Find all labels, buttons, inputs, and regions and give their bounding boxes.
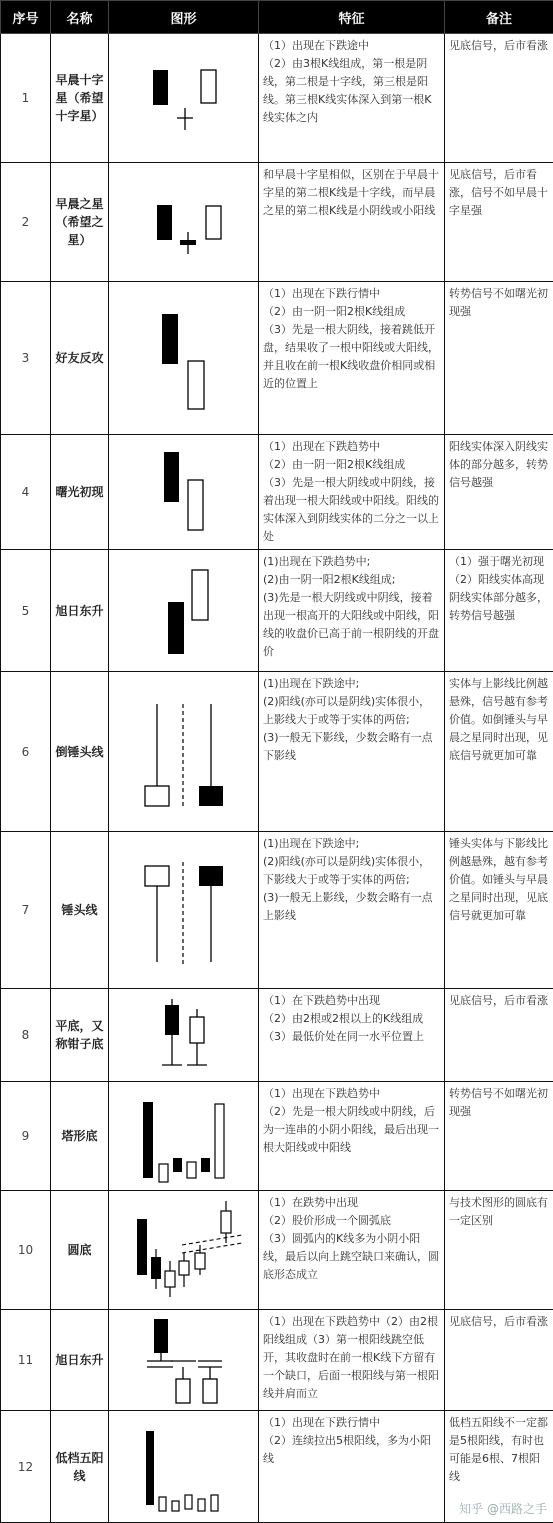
row-number: 4: [1, 435, 51, 550]
table-row: [1, 832, 553, 989]
pattern-note: 见底信号，后市看涨，信号不如早晨十字星强: [445, 163, 553, 282]
candlestick-diagram: [124, 692, 244, 812]
pattern-name: 圆底: [51, 1191, 109, 1310]
pattern-figure: [109, 34, 259, 163]
candlestick-diagram: [124, 48, 244, 148]
pattern-feature: （1）出现在下跌行情中 （2）由一阴一阳2根K线组成 （3）先是一根大阴线，接着跳低开盘，结果收了一根中阳线或大阳线，并且收在前一根K线收盘价相同或相近的位置上: [259, 282, 445, 435]
pattern-note: 低档五阳线不一定都是5根阳线，有时也可能是6根、7根阳线 知乎 @西路之手: [445, 1411, 553, 1523]
row-number: 6: [1, 672, 51, 832]
table-row: [1, 435, 553, 550]
pattern-note: 锤头实体与下影线比例越悬殊，越有参考价值。如锤头与早晨之星同时出现，见底信号就更加可靠: [445, 832, 553, 989]
pattern-feature: (1)出现在下跌途中; (2)阳线(亦可以是阴线)实体很小，下影线大于或等于实体的两倍; (3)一般无上影线，少数会略有一点上影线: [259, 832, 445, 989]
pattern-figure: [109, 163, 259, 282]
pattern-name: 塔形底: [51, 1082, 109, 1191]
pattern-figure: [109, 989, 259, 1082]
pattern-name: 好友反攻: [51, 282, 109, 435]
pattern-figure: [109, 672, 259, 832]
pattern-note: 见底信号，后市看涨: [445, 1310, 553, 1411]
pattern-note: 转势信号不如曙光初现强: [445, 282, 553, 435]
pattern-note: 见底信号，后市看涨: [445, 989, 553, 1082]
table-row: [1, 1191, 553, 1310]
candlestick-diagram: [124, 1313, 244, 1407]
pattern-name: 低档五阳线: [51, 1411, 109, 1523]
pattern-figure: [109, 550, 259, 672]
pattern-name: 倒锤头线: [51, 672, 109, 832]
header-figure: 图形: [109, 1, 259, 34]
candlestick-diagram: [124, 172, 244, 272]
pattern-name: 锤头线: [51, 832, 109, 989]
table-row: [1, 282, 553, 435]
candlestick-diagram: [124, 993, 244, 1077]
pattern-note: 见底信号，后市看涨: [445, 34, 553, 163]
pattern-note: 实体与上影线比例越悬殊，信号越有参考价值。如倒锤头与早晨之星同时出现，见底信号就更加可靠: [445, 672, 553, 832]
pattern-name: 平底，又称钳子底: [51, 989, 109, 1082]
pattern-note: 转势信号不如曙光初现强: [445, 1082, 553, 1191]
pattern-feature: （1）出现在下跌行情中 （2）连续拉出5根阳线，多为小阳线: [259, 1411, 445, 1523]
pattern-note: （1）强于曙光初现（2）阳线实体高现阴线实体部分越多，转势信号越强: [445, 550, 553, 672]
table-row: [1, 550, 553, 672]
row-number: 11: [1, 1310, 51, 1411]
pattern-name: 早晨之星（希望之星）: [51, 163, 109, 282]
candlestick-diagram: [124, 298, 244, 418]
pattern-feature: （1）出现在下跌趋势中 （2）由一阴一阳2根K线组成 （3）先是一根大阴线或中阴线，接着出现一根大阳线或中阳线。阳线的实体深入到阴线实体的二分之一以上处: [259, 435, 445, 550]
pattern-feature: (1)出现在下跌途中; (2)阳线(亦可以是阴线)实体很小，上影线大于或等于实体的两倍; (3)一般无下影线，少数会略有一点下影线: [259, 672, 445, 832]
candlestick-diagram: [124, 442, 244, 542]
pattern-figure: [109, 1082, 259, 1191]
row-number: 9: [1, 1082, 51, 1191]
pattern-feature: （1）出现在下跌趋势中 （2）先是一根大阴线或中阴线，后为一连串的小阴小阳线，最后出现一根大阳线或中阳线: [259, 1082, 445, 1191]
pattern-figure: [109, 832, 259, 989]
header-note: 备注: [445, 1, 553, 34]
candlestick-diagram: [124, 1415, 244, 1519]
table-row: [1, 163, 553, 282]
row-number: 7: [1, 832, 51, 989]
pattern-note: 阳线实体深入阴线实体的部分越多，转势信号越强: [445, 435, 553, 550]
pattern-figure: [109, 1191, 259, 1310]
candlestick-diagram: [124, 1086, 244, 1186]
row-number: 12: [1, 1411, 51, 1523]
row-number: 8: [1, 989, 51, 1082]
candlestick-diagram: [124, 850, 244, 970]
table-row: [1, 1310, 553, 1411]
pattern-name: 旭日东升: [51, 550, 109, 672]
candlestick-diagram: [124, 1195, 244, 1305]
pattern-feature: （1）出现在下跌途中 （2）由3根K线组成，第一根是阴线，第二根是十字线，第三根是阳线。第三根K线实体深入到第一根K线实体之内: [259, 34, 445, 163]
row-number: 1: [1, 34, 51, 163]
pattern-feature: （1）在跌势中出现 （2）股价形成一个圆弧底 （3）圆弧内的K线多为小阴小阳线，最后以向上跳空缺口来确认，圆底形态成立: [259, 1191, 445, 1310]
pattern-feature: （1）出现在下跌趋势中（2）由2根阳线组成（3）第一根阳线跳空低开，其收盘时在前一根K线下方留有一个缺口，后面一根阳线与第一根阳线并肩而立: [259, 1310, 445, 1411]
table-row: [1, 672, 553, 832]
row-number: 3: [1, 282, 51, 435]
candlestick-diagram: [124, 556, 244, 666]
pattern-figure: [109, 1411, 259, 1523]
table-row: [1, 1082, 553, 1191]
pattern-name: 旭日东升: [51, 1310, 109, 1411]
table-header: [1, 1, 553, 34]
pattern-feature: 和早晨十字星相似，区别在于早晨十字星的第二根K线是十字线，而早晨之星的第二根K线是小阴线或小阳线: [259, 163, 445, 282]
table-row: [1, 34, 553, 163]
table-row: [1, 989, 553, 1082]
pattern-feature: (1)出现在下跌趋势中; (2)由一阴一阳2根K线组成; (3)先是一根大阴线或中阴线，接着出现一根高开的大阳线或中阳线，阳线的收盘价已高于前一根阴线的开盘价: [259, 550, 445, 672]
header-no: 序号: [1, 1, 51, 34]
header-name: 名称: [51, 1, 109, 34]
table-row: [1, 1411, 553, 1523]
pattern-note: 与技术图形的圆底有一定区别: [445, 1191, 553, 1310]
pattern-figure: [109, 282, 259, 435]
row-number: 10: [1, 1191, 51, 1310]
header-feature: 特征: [259, 1, 445, 34]
watermark: 知乎 @西路之手: [459, 1500, 547, 1518]
pattern-feature: （1）在下跌趋势中出现 （2）由2根或2根以上的K线组成 （3）最低价处在同一水平位置上: [259, 989, 445, 1082]
pattern-name: 曙光初现: [51, 435, 109, 550]
row-number: 2: [1, 163, 51, 282]
row-number: 5: [1, 550, 51, 672]
pattern-figure: [109, 1310, 259, 1411]
pattern-figure: [109, 435, 259, 550]
pattern-name: 早晨十字星（希望十字星）: [51, 34, 109, 163]
